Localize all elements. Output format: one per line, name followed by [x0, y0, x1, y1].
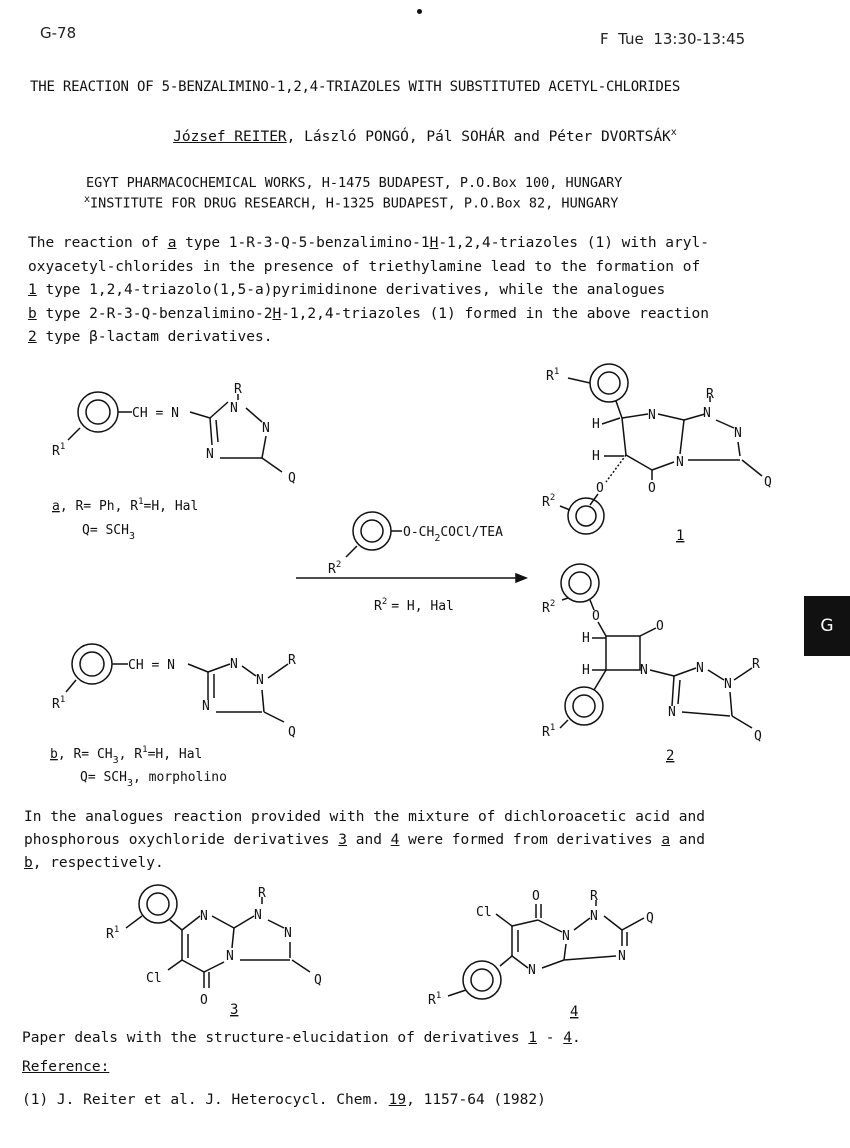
svg-text:R1: $R^1$ — [428, 991, 442, 1008]
svg-text:Q: Q — [764, 475, 772, 490]
svg-text:R1: $R^1$ — [52, 442, 66, 459]
svg-text:N: N — [254, 908, 262, 923]
conclusion-line: Paper deals with the structure-elucidation of derivatives 1 - 4. — [22, 1030, 581, 1046]
svg-text:O: O — [592, 609, 600, 624]
ref-a: a — [167, 235, 177, 251]
svg-text:CH = N: CH = N — [132, 406, 179, 421]
product-2-label: 2 — [666, 748, 675, 764]
svg-text:N: N — [200, 909, 208, 924]
svg-text:N: N — [206, 447, 214, 462]
svg-text:Q: Q — [314, 973, 322, 988]
svg-text:R: R — [706, 387, 714, 402]
other-authors: , László PONGÓ, Pál SOHÁR and Péter DVORTSÁK — [286, 128, 671, 145]
structure-a — [52, 382, 296, 486]
ref-2: 2 — [28, 329, 37, 345]
svg-text:O: O — [532, 889, 540, 904]
svg-text:O: O — [200, 993, 208, 1008]
svg-text:N: N — [226, 949, 234, 964]
top-dot — [417, 9, 422, 14]
svg-text:Q: Q — [288, 471, 296, 486]
reference-heading: Reference: — [22, 1059, 110, 1075]
svg-text:a, R= Ph, R1=H, Hal: a, R= Ph, $R^1=H$, Hal — [52, 497, 199, 514]
svg-text:H: H — [592, 449, 600, 464]
svg-text:H: H — [582, 631, 590, 646]
svg-text:N: N — [724, 677, 732, 692]
svg-text:O: O — [596, 481, 604, 496]
author-mark: x — [670, 127, 677, 138]
svg-text:R1: $R^1$ — [546, 367, 560, 384]
svg-text:N: N — [648, 408, 656, 423]
reagent — [328, 512, 503, 577]
svg-text:Q= SCH3, morpholino: $Q= SCH_3$, morpholino — [80, 770, 227, 789]
svg-text:N: N — [202, 699, 210, 714]
product-3-label: 3 — [230, 1002, 239, 1018]
svg-text:N: N — [528, 963, 536, 978]
svg-text:H: H — [592, 417, 600, 432]
svg-text:R2: $R^2$ — [542, 599, 556, 616]
svg-text:b, R= CH3, R1=H, Hal: b, $R= CH_3$, $R^1=H$, Hal — [50, 745, 203, 766]
svg-text:N: N — [696, 661, 704, 676]
svg-text:R2: $R^2$ — [328, 560, 342, 577]
svg-text:N: N — [676, 455, 684, 470]
product-1-label: 1 — [676, 528, 685, 544]
svg-text:O: O — [648, 481, 656, 496]
structure-b — [52, 644, 296, 740]
svg-text:N: N — [668, 705, 676, 720]
svg-text:N: N — [230, 657, 238, 672]
paper-title: THE REACTION OF 5-BENZALIMINO-1,2,4-TRIAZOLES WITH SUBSTITUTED ACETYL-CHLORIDES — [30, 79, 681, 95]
ref-b: b — [28, 305, 37, 322]
svg-text:R2: $R^2$ — [542, 493, 556, 510]
svg-text:Q: Q — [646, 911, 654, 926]
svg-text:R: R — [590, 889, 598, 904]
svg-text:N: N — [618, 949, 626, 964]
svg-text:O: O — [656, 619, 664, 634]
product-1 — [542, 364, 772, 544]
svg-text:R: R — [258, 886, 266, 901]
product-4-label: 4 — [570, 1004, 579, 1020]
svg-text:Q: Q — [288, 725, 296, 740]
presenting-author: József REITER — [173, 128, 287, 145]
svg-text:H: H — [582, 663, 590, 678]
affiliation-1-text: EGYT PHARMACOCHEMICAL WORKS, H-1475 BUDAPEST, P.O.Box 100, HUNGARY — [86, 175, 623, 191]
svg-text:R1: $R^1$ — [106, 925, 120, 942]
svg-text:N: N — [734, 426, 742, 441]
svg-text:O-CH2COCl/TEA: $O-CH_2COCl$/TEA — [403, 525, 503, 544]
svg-text:R2= H, Hal: $R^2 = H$, Hal — [374, 597, 454, 614]
svg-text:N: N — [590, 909, 598, 924]
product-2 — [542, 564, 762, 764]
session-time: F Tue 13:30-13:45 — [600, 30, 746, 48]
structures-3-4 — [0, 878, 850, 1026]
affiliation-2-mark: x — [84, 194, 91, 205]
affiliation-2 — [84, 194, 618, 212]
svg-text:R1: $R^1$ — [52, 695, 66, 712]
svg-text:N: N — [703, 406, 711, 421]
section-tab: G — [804, 596, 850, 656]
structure-3 — [106, 885, 322, 1018]
svg-text:R: R — [752, 657, 760, 672]
svg-text:N: N — [256, 673, 264, 688]
svg-text:N: N — [230, 401, 238, 416]
affiliation-1 — [86, 175, 622, 191]
svg-text:N: N — [640, 663, 648, 678]
svg-text:N: N — [284, 926, 292, 941]
ref-1: 1 — [28, 282, 37, 298]
svg-text:Cl: Cl — [146, 971, 162, 986]
reaction-scheme — [0, 350, 850, 800]
page-code: G-78 — [40, 24, 77, 42]
second-paragraph: In the analogues reaction provided with the mixture of dichloroacetic acid and phosphorous oxychloride derivatives 3 and 4 were formed from derivatives a and b, respectively. — [24, 809, 705, 871]
reference-item: (1) J. Reiter et al. J. Heterocycl. Chem. 19, 1157-64 (1982) — [22, 1092, 546, 1108]
svg-text:Q= SCH3: $Q= SCH_3$ — [82, 523, 135, 542]
structure-4 — [428, 889, 654, 1020]
svg-text:R1: $R^1$ — [542, 723, 556, 740]
author-line — [0, 127, 850, 145]
svg-text:N: N — [262, 421, 270, 436]
intro-paragraph: The reaction of a type 1-R-3-Q-5-benzalimino-1H-1,2,4-triazoles (1) with aryl- oxyacetyl-chlorides in the presence of triethylamine lead to the formation of 1 type 1,2,4-triazolo(1,5-a)pyrimidinone derivatives, while the analogues b type 2-R-3-Q-benzalimino-2H-1,2,4-triazoles (1) formed in the above reaction 2 type β-lactam derivatives. — [28, 235, 709, 345]
svg-text:R: R — [234, 382, 242, 397]
svg-text:N: N — [562, 929, 570, 944]
affiliation-2-text: INSTITUTE FOR DRUG RESEARCH, H-1325 BUDAPEST, P.O.Box 82, HUNGARY — [90, 195, 619, 212]
svg-text:Cl: Cl — [476, 905, 492, 920]
svg-text:Q: Q — [754, 729, 762, 744]
svg-text:R: R — [288, 653, 296, 668]
svg-text:CH = N: CH = N — [128, 658, 175, 673]
